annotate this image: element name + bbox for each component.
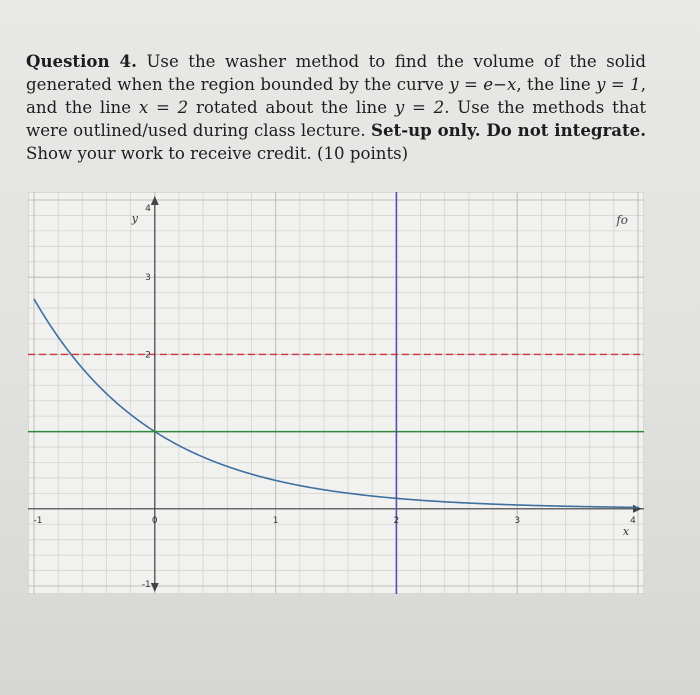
y-axis-title: y <box>131 212 138 225</box>
axis-equation: y = 2 <box>394 98 445 117</box>
y-tick-label: 3 <box>145 273 151 284</box>
x-tick-label: -1 <box>33 515 43 526</box>
x-tick-label: 1 <box>272 515 279 526</box>
question-part5: . Use the methods that were outlined/used during class lecture. <box>26 98 647 140</box>
x-tick-label: 0 <box>151 515 158 526</box>
y-tick-label: -1 <box>141 580 151 590</box>
curve-equation: y = e−x <box>449 75 517 94</box>
plot-svg <box>28 192 644 594</box>
question-part6: Show your work to receive credit. (10 points) <box>26 144 409 163</box>
y-tick-label: 2 <box>145 350 151 361</box>
question-part2: , the line <box>516 75 591 94</box>
annotation-text: fo <box>616 213 628 227</box>
x-tick-label: 3 <box>514 515 521 526</box>
annotations <box>615 213 628 227</box>
graph-panel <box>28 192 644 594</box>
question-part1: Use the washer method to find the volume of the solid generated when the region bounded by the curve <box>26 52 647 94</box>
question-label: Question 4. <box>26 51 137 71</box>
question-text <box>26 50 646 165</box>
x-axis-title: x <box>622 524 630 538</box>
setup-only-note: Set-up only. Do not integrate. <box>370 120 646 140</box>
line1-equation: y = 1 <box>596 75 641 94</box>
y-tick-label: 4 <box>145 204 151 214</box>
line2-equation: x = 2 <box>138 98 189 117</box>
plot-background <box>28 192 644 594</box>
x-tick-label: 2 <box>393 515 400 526</box>
question-part4: rotated about the line <box>195 98 388 117</box>
x-tick-label: 4 <box>630 515 636 526</box>
question-part3: , and the line <box>26 75 646 117</box>
